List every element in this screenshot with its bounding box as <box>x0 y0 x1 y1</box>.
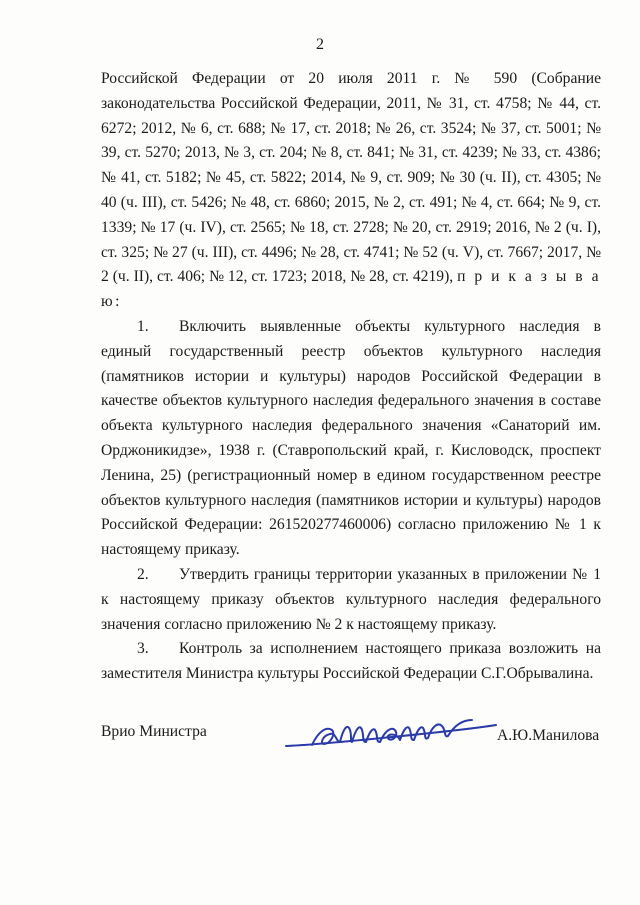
list-item <box>101 637 601 687</box>
list-item-number: 1. <box>137 317 149 335</box>
signature-stroke <box>380 720 472 742</box>
list-item-number: 2. <box>137 565 149 583</box>
intro-paragraph <box>101 67 601 315</box>
intro-text: Российской Федерации от 20 июля 2011 г. № 590 (Собрание законодательства Российской Федерации, 2011, № 31, ст. 4758; № 44, ст. 6272; 2012, № 6, ст. 688; № 17, ст. 2018; № 26, ст. 3524; № 37, ст. 5001; № 39, ст. 5270; 2013, № 3, ст. 204; № 8, ст. 841; № 31, ст. 4239; № 33, ст. 4386; № 41, ст. 5182; № 45, ст. 5822; 2014, № 9, ст. 909; № 30 (ч. II), ст. 4305; № 40 (ч. III), ст. 5426; № 48, ст. 6860; 2015, № 2, ст. 491; № 4, ст. 664; № 9, ст. 1339; № 17 (ч. IV), ст. 2565; № 18, ст. 2728; № 20, ст. 2919; 2016, № 2 (ч. I), ст. 325; № 27 (ч. III), ст. 4496; № 28, ст. 4741; № 52 (ч. V), ст. 7667; 2017, № 2 (ч. II), ст. 406; № 12, ст. 1723; 2018, № 28, ст. 4219), <box>101 70 601 286</box>
order-word: п р и к а з ы в а ю: <box>101 268 601 311</box>
list-item <box>101 563 601 637</box>
signatory-position: Врио Министра <box>101 723 207 740</box>
document-body <box>101 67 601 687</box>
list-item <box>101 315 601 563</box>
list-item-text: Контроль за исполнением настоящего приказа возложить на заместителя Министра культуры Российской Федерации С.Г.Обрывалина. <box>101 640 601 683</box>
handwritten-signature <box>282 712 500 758</box>
list-item-number: 3. <box>137 640 149 658</box>
list-item-text: Утвердить границы территории указанных в приложении № 1 к настоящему приказу объектов культурного наследия федерального значения согласно приложению № 2 к настоящему приказу. <box>101 565 601 633</box>
signatory-name: А.Ю.Манилова <box>497 727 600 744</box>
page-number: 2 <box>316 36 324 53</box>
list-item-text: Включить выявленные объекты культурного наследия в единый государственный реестр объектов культурного наследия (памятников истории и культуры) народов Российской Федерации в качестве объектов культурного наследия федерального значения в составе объекта культурного наследия федерального значения «Санаторий им. Орджоникидзе», 1938 г. (Ставропольский край, г. Кисловодск, проспект Ленина, 25) (регистрационный номер в едином государственном реестре объектов культурного наследия (памятников истории и культуры) народов Российской Федерации: 261520277460006) согласно приложению № 1 к настоящему приказу. <box>101 317 601 559</box>
